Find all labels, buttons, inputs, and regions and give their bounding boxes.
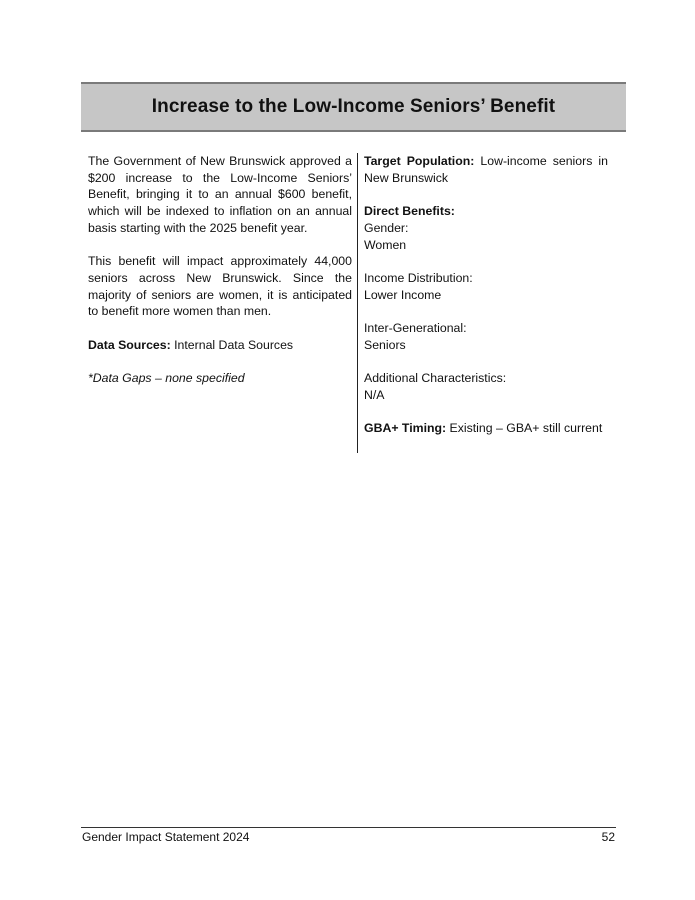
footer-rule: [81, 827, 616, 828]
footer-title: Gender Impact Statement 2024: [82, 830, 250, 844]
gender-value: Women: [364, 237, 407, 252]
gba-timing-label: GBA+ Timing:: [364, 421, 447, 436]
income-distribution-value: Lower Income: [364, 287, 442, 302]
data-gaps-text: *Data Gaps – none specified: [88, 371, 245, 386]
target-population: [364, 153, 608, 186]
data-sources-label: Data Sources:: [88, 337, 171, 352]
inter-generational: [364, 320, 608, 353]
gender-label: Gender:: [364, 220, 409, 235]
details-column: [364, 153, 608, 454]
gba-timing: [364, 420, 608, 437]
data-gaps: [88, 370, 352, 387]
inter-generational-label: Inter-Generational:: [364, 320, 467, 335]
data-sources-value: Internal Data Sources: [174, 337, 294, 352]
page-title: Increase to the Low-Income Seniors’ Benefit: [151, 96, 556, 117]
page-number: 52: [601, 830, 615, 844]
description-column: [88, 153, 352, 403]
target-population-value: Low-income seniors in New Brunswick: [364, 154, 608, 185]
inter-generational-value: Seniors: [364, 337, 406, 352]
target-population-label: Target Population:: [364, 154, 475, 168]
direct-benefits: [364, 203, 608, 253]
description-paragraph-2: This benefit will impact approximately 44,000 seniors across New Brunswick. Since the majority of seniors are women, it is anticipated to benefit more women than men.: [88, 254, 352, 319]
income-distribution-label: Income Distribution:: [364, 270, 473, 285]
gba-timing-value: Existing – GBA+ still current: [449, 421, 603, 436]
data-sources: [88, 337, 352, 354]
description-paragraph-1: The Government of New Brunswick approved a $200 increase to the Low-Income Seniors’ Benefit, bringing it to an annual $600 benefit, which will be indexed to inflation on an annual basis starting with the 2025 benefit year.: [88, 154, 352, 235]
direct-benefits-label: Direct Benefits:: [364, 204, 455, 219]
additional-characteristics-value: N/A: [364, 387, 385, 402]
additional-characteristics-label: Additional Characteristics:: [364, 371, 507, 386]
title-band: [81, 82, 626, 132]
income-distribution: [364, 270, 608, 303]
column-divider: [357, 153, 358, 453]
additional-characteristics: [364, 370, 608, 403]
